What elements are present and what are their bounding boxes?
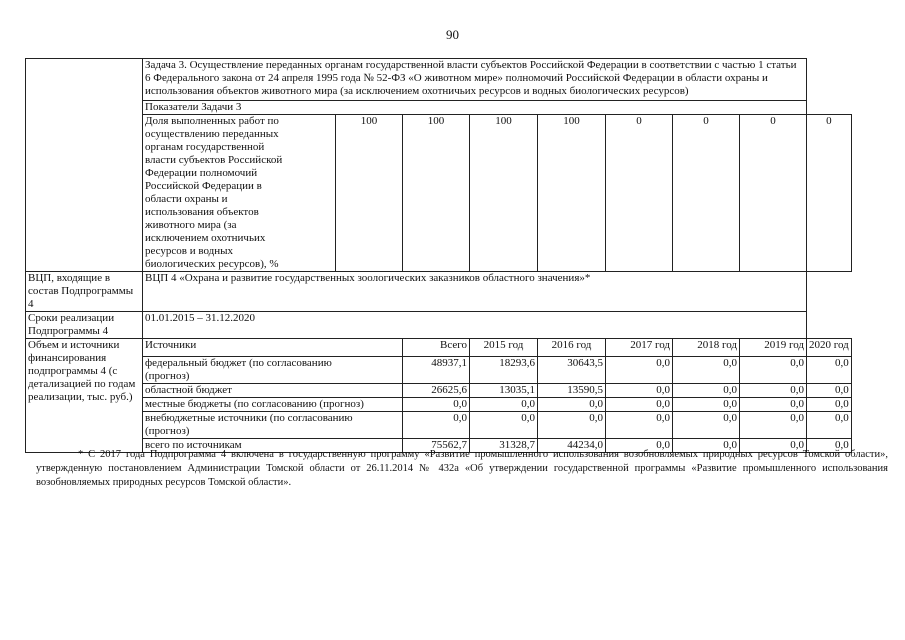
funding-value: 13590,5 [538,384,606,398]
funding-header: 2016 год [538,339,606,357]
funding-value: 0,0 [470,412,538,439]
funding-value: 0,0 [673,357,740,384]
funding-total-value: 44234,0 [538,439,606,453]
page-number: 90 [446,27,459,42]
funding-value: 26625,6 [403,384,470,398]
footnote: * С 2017 года Подпрограмма 4 включена в государственную программу «Развитие промышленного использования возобновляемых природных ресурсов Томской области», утвержденную постановлением Администрации Томской области от 26.11.2014 № 432а «Об утверждении государственной программы «Развитие промышленного использования возобновляемых природных ресурсов Томской области». [36,449,888,488]
passport-table [25,58,852,453]
funding-value: 0,0 [740,357,807,384]
funding-source: внебюджетные источники (по согласованию (прогноз) [143,412,403,439]
funding-total-value: 0,0 [606,439,673,453]
funding-label: Объем и источники финансирования подпрограммы 4 (с детализацией по годам реализации, тыс. руб.) [26,339,143,453]
indicator-value: 0 [807,115,852,272]
funding-value: 30643,5 [538,357,606,384]
vcp-label: ВЦП, входящие в состав Подпрограммы 4 [26,272,143,312]
funding-header: Всего [403,339,470,357]
terms-value: 01.01.2015 – 31.12.2020 [143,312,807,339]
funding-value: 13035,1 [470,384,538,398]
funding-header: 2019 год [740,339,807,357]
vcp-value: ВЦП 4 «Охрана и развитие государственных зоологических заказников областного значения»* [143,272,807,312]
indicator-value: 100 [403,115,470,272]
funding-value: 0,0 [807,357,852,384]
funding-header-source: Источники [143,339,403,357]
task3-title: Задача 3. Осуществление переданных органам государственной власти субъектов Российской Федерации в соответствии с частью 1 статьи 6 Федерального закона от 24 апреля 1995 года № 52-ФЗ «О животном мире» полномочий Российской Федерации в области охраны и использования объектов животного мира (за исключением охотничьих ресурсов и водных биологических ресурсов) [143,59,807,101]
funding-value: 0,0 [538,412,606,439]
funding-value: 0,0 [807,398,852,412]
funding-source: областной бюджет [143,384,403,398]
funding-value: 0,0 [740,412,807,439]
funding-total-value: 0,0 [740,439,807,453]
task3-indicator-name: Доля выполненных работ по осуществлению переданных органам государственной власти субъектов Российской Федерации полномочий Российской Федерации в области охраны и использования объектов животного мира (за исключением охотничьих ресурсов и водных биологических ресурсов), % [143,115,336,272]
indicator-value: 0 [740,115,807,272]
indicator-value: 100 [538,115,606,272]
indicator-value: 0 [673,115,740,272]
funding-value: 0,0 [807,412,852,439]
funding-header: 2020 год [807,339,852,357]
funding-value: 0,0 [606,412,673,439]
funding-value: 0,0 [606,384,673,398]
funding-total-value: 0,0 [673,439,740,453]
funding-total-value: 31328,7 [470,439,538,453]
funding-value: 48937,1 [403,357,470,384]
funding-value: 0,0 [807,384,852,398]
funding-value: 0,0 [673,398,740,412]
funding-value: 18293,6 [470,357,538,384]
funding-value: 0,0 [403,412,470,439]
funding-value: 0,0 [740,384,807,398]
funding-header: 2015 год [470,339,538,357]
funding-value: 0,0 [673,384,740,398]
funding-header: 2018 год [673,339,740,357]
funding-source: местные бюджеты (по согласованию (прогноз) [143,398,403,412]
empty-label-cell [26,59,143,272]
funding-source: федеральный бюджет (по согласованию (прогноз) [143,357,403,384]
funding-value: 0,0 [470,398,538,412]
indicator-value: 0 [606,115,673,272]
funding-source-total: всего по источникам [143,439,403,453]
funding-total-value: 75562,7 [403,439,470,453]
funding-header: 2017 год [606,339,673,357]
funding-total-value: 0,0 [807,439,852,453]
funding-value: 0,0 [606,357,673,384]
indicator-value: 100 [336,115,403,272]
funding-value: 0,0 [673,412,740,439]
funding-value: 0,0 [606,398,673,412]
indicator-value: 100 [470,115,538,272]
funding-value: 0,0 [403,398,470,412]
funding-value: 0,0 [740,398,807,412]
funding-value: 0,0 [538,398,606,412]
terms-label: Сроки реализации Подпрограммы 4 [26,312,143,339]
task3-indicators-label: Показатели Задачи 3 [143,101,807,115]
